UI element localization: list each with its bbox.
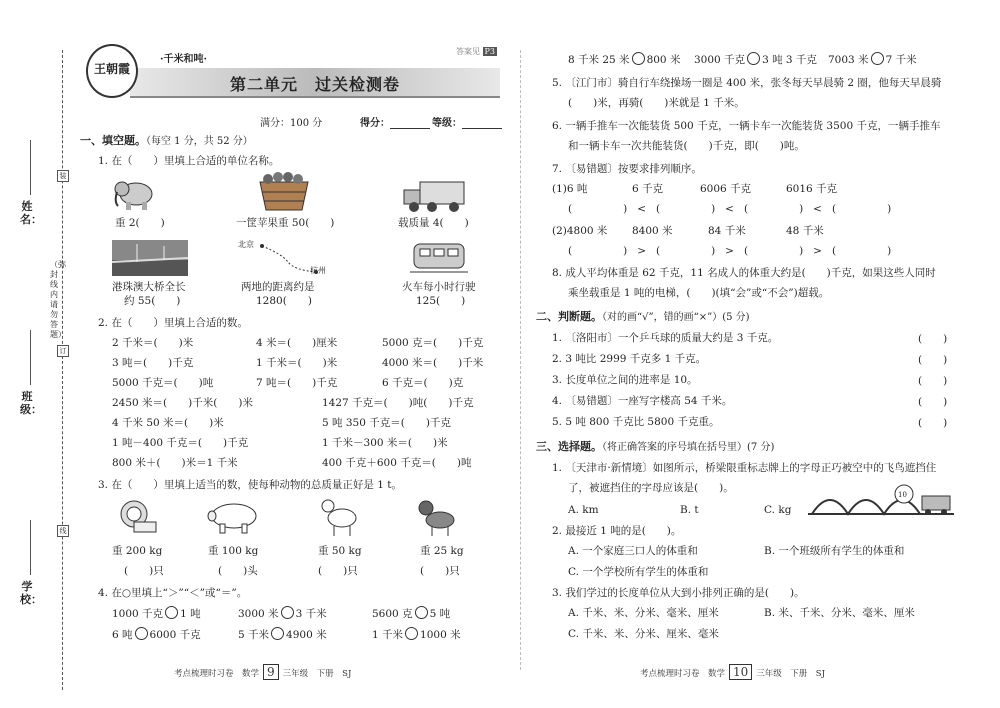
q4-compare: 7003 米 7 千米: [828, 54, 917, 66]
school-label: 学校：: [20, 580, 42, 606]
q2-cell: 5000 千克＝( )吨: [112, 377, 214, 389]
q7-row1-blanks[interactable]: ( )<( )<( )<( ): [568, 203, 902, 215]
tf-answer-3[interactable]: ( ): [918, 375, 948, 387]
tf-item-1: 1. 〔洛阳市〕一个乒乓球的质量大约是 3 千克。: [552, 332, 779, 344]
question-1: 1. 在（ ）里填上合适的单位名称。: [98, 155, 280, 167]
mc-q3-option-c[interactable]: C. 千米、米、分米、厘米、毫米: [568, 628, 719, 640]
binding-sidebar: [0, 0, 68, 708]
footer-left: 考点梳理时习卷 数学 9 三年级 下册 SJ: [174, 665, 352, 679]
class-label: 班级：: [20, 390, 42, 416]
question-6-line2: 和一辆卡车一次共能装货( )千克，即( )吨。: [568, 140, 805, 152]
apple-basket-icon: [256, 168, 312, 212]
page-title: 第二单元 过关检测卷: [229, 75, 400, 94]
lion-icon: [116, 498, 160, 538]
q7-row2-item: (2)4800 米: [552, 225, 608, 237]
tf-item-5: 5. 5 吨 800 千克比 5800 千克重。: [552, 416, 720, 428]
tf-item-3: 3. 长度单位之间的进率是 10。: [552, 374, 698, 386]
q2-cell: 4000 米＝( )千米: [382, 357, 484, 369]
full-score: 满分：100 分: [260, 118, 323, 129]
q1-item-6a: 火车每小时行驶: [402, 281, 476, 293]
compare-circle[interactable]: [747, 52, 760, 65]
goat-icon: [318, 496, 362, 538]
question-6-line1: 6. 一辆手推车一次能装货 500 千克，一辆卡车一次能装货 3500 千克，一辆手推车: [552, 120, 941, 132]
binding-mark-3: 线: [57, 525, 69, 537]
q1-item-3: 载质量 4( ): [398, 217, 469, 229]
tf-answer-4[interactable]: ( ): [918, 396, 948, 408]
mc-q3-option-a[interactable]: A. 千米、米、分米、毫米、厘米: [568, 607, 719, 619]
question-8-line1: 8. 成人平均体重是 62 千克，11 名成人的体重大约是( )千克，如果这些人同时: [552, 267, 936, 279]
q3-weight-dog: 重 25 kg: [420, 545, 464, 557]
q2-cell: 4 千米 50 米＝( )米: [112, 417, 224, 429]
q4-compare: 3000 千克 3 吨 3 千克: [694, 54, 817, 66]
q2-cell: 400 千克＋600 千克＝( )吨: [322, 457, 472, 469]
pig-icon: [206, 500, 262, 536]
compare-circle[interactable]: [415, 606, 428, 619]
tf-answer-2[interactable]: ( ): [918, 354, 948, 366]
answer-page-badge: P3: [484, 47, 496, 56]
q7-row2-item: 84 千米: [708, 225, 746, 237]
truck-icon: [402, 178, 466, 214]
answer-reference: 答案见 P3: [456, 47, 496, 56]
question-5-line2: ( )米，再骑( )米就是 1 千米。: [568, 97, 745, 109]
q3-weight-goat: 重 50 kg: [318, 545, 362, 557]
q7-row1-item: 6 千克: [632, 183, 664, 195]
q2-cell: 4 米＝( )厘米: [256, 337, 338, 349]
bridge-weight-sign-picture: [808, 482, 954, 522]
mc-q1-option-b[interactable]: B. t: [680, 504, 699, 516]
compare-circle[interactable]: [405, 627, 418, 640]
logo-text: 王朝霞: [93, 62, 130, 76]
q2-cell: 5000 克＝( )千克: [382, 337, 484, 349]
section-multiple-choice: 三、选择题。（将正确答案的序号填在括号里）(7 分): [536, 440, 775, 453]
unit-subtitle: ·千米和吨·: [160, 54, 207, 65]
question-4: 4. 在○里填上“＞”“＜”或“＝”。: [98, 587, 248, 599]
tf-item-2: 2. 3 吨比 2999 千克多 1 千克。: [552, 353, 707, 365]
q2-cell: 5 吨 350 千克＝( )千克: [322, 417, 451, 429]
q7-row1-item: 6006 千克: [700, 183, 752, 195]
map-label-hangzhou: 杭州: [310, 266, 326, 275]
mc-q2-option-b[interactable]: B. 一个班级所有学生的体重和: [764, 545, 905, 557]
q2-cell: 6 千克＝( )克: [382, 377, 464, 389]
compare-circle[interactable]: [271, 627, 284, 640]
mc-q1-option-a[interactable]: A. km: [568, 504, 599, 516]
q1-item-6b: 125( ): [416, 295, 466, 307]
q2-cell: 2 千米＝( )米: [112, 337, 194, 349]
question-5-line1: 5. 〔江门市〕骑自行车绕操场一圈是 400 米，张冬每天早晨骑 2 圈，他每天早晨骑: [552, 77, 942, 89]
page-number: 10: [729, 664, 752, 680]
q4-compare: 1000 千克 1 吨: [112, 608, 201, 620]
compare-circle[interactable]: [871, 52, 884, 65]
map-label-beijing: 北京: [238, 240, 254, 249]
q4-compare: 6 吨 6000 千克: [112, 629, 201, 641]
tf-answer-5[interactable]: ( ): [918, 417, 948, 429]
q1-item-5a: 两地的距离约是: [241, 281, 315, 293]
train-icon: [410, 238, 468, 276]
q1-item-5b: 1280( ): [256, 295, 312, 307]
compare-circle[interactable]: [281, 606, 294, 619]
school-field[interactable]: [30, 520, 31, 575]
mc-q1-line1: 1. 〔天津市·新情境〕如图所示，桥梁限重标志牌上的字母正巧被空中的飞鸟遮挡住: [552, 462, 937, 474]
q1-item-4b: 约 55( ): [124, 295, 181, 307]
question-2: 2. 在（ ）里填上合适的数。: [98, 317, 248, 329]
page-number: 9: [263, 664, 279, 680]
compare-circle[interactable]: [165, 606, 178, 619]
q2-cell: 7 吨＝( )千克: [256, 377, 338, 389]
compare-circle[interactable]: [135, 627, 148, 640]
q4-compare: 8 千米 25 米 800 米: [568, 54, 681, 66]
q2-cell: 1427 千克＝( )吨( )千克: [322, 397, 474, 409]
mc-q2-option-a[interactable]: A. 一个家庭三口人的体重和: [568, 545, 698, 557]
q3-unit-lion: ( )只: [124, 565, 164, 577]
name-field[interactable]: [30, 140, 31, 195]
grade-field[interactable]: 等级：: [432, 114, 502, 129]
class-field[interactable]: [30, 330, 31, 385]
q7-row2-blanks[interactable]: ( )>( )>( )>( ): [568, 245, 902, 257]
mc-q3-option-b[interactable]: B. 米、千米、分米、毫米、厘米: [764, 607, 915, 619]
q3-weight-lion: 重 200 kg: [112, 545, 163, 557]
q1-item-1: 重 2( ): [115, 217, 165, 229]
seal-note: （弥封线内请勿答题）: [50, 260, 66, 339]
q3-unit-dog: ( )只: [420, 565, 460, 577]
binding-mark-1: 装: [57, 170, 69, 182]
dog-icon: [416, 496, 460, 538]
tf-answer-1[interactable]: ( ): [918, 333, 948, 345]
q3-unit-pig: ( )头: [218, 565, 258, 577]
compare-circle[interactable]: [632, 52, 645, 65]
q1-item-2: 一筐苹果重 50( ): [236, 217, 335, 229]
question-7: 7. 〔易错题〕按要求排列顺序。: [552, 163, 702, 175]
q2-cell: 2450 米＝( )千米( )米: [112, 397, 253, 409]
mc-q1-option-c[interactable]: C. kg: [764, 504, 792, 516]
score-field[interactable]: 得分：: [360, 114, 430, 129]
q4-compare: 5600 克 5 吨: [372, 608, 451, 620]
q4-compare: 1 千米 1000 米: [372, 629, 461, 641]
q1-item-4a: 港珠澳大桥全长: [112, 281, 186, 293]
q2-cell: 3 吨＝( )千克: [112, 357, 194, 369]
elephant-icon: [112, 176, 158, 212]
mc-q2-option-c[interactable]: C. 一个学校所有学生的体重和: [568, 566, 709, 578]
q7-row2-item: 48 千米: [786, 225, 824, 237]
mc-q1-line2: 了，被遮挡住的字母应该是( )。: [568, 482, 734, 494]
q2-cell: 1 千米－300 米＝( )米: [322, 437, 448, 449]
mc-q2: 2. 最接近 1 吨的是( )。: [552, 525, 682, 537]
tf-item-4: 4. 〔易错题〕一座写字楼高 54 千米。: [552, 395, 733, 407]
q4-compare: 3000 米 3 千米: [238, 608, 327, 620]
question-8-line2: 乘坐载重是 1 吨的电梯，( )(填“会”或“不会”)超载。: [568, 287, 830, 299]
name-label: 姓名：: [20, 200, 42, 226]
bridge-photo: [112, 240, 188, 276]
q4-compare: 5 千米 4900 米: [238, 629, 327, 641]
section-fill-in: 一、填空题。（每空 1 分，共 52 分）: [80, 134, 253, 147]
q7-row1-item: 6016 千克: [786, 183, 838, 195]
q3-weight-pig: 重 100 kg: [208, 545, 259, 557]
q3-unit-goat: ( )只: [318, 565, 358, 577]
binding-line: [62, 50, 63, 690]
q2-cell: 800 米＋( )米＝1 千米: [112, 457, 238, 469]
q7-row2-item: 8400 米: [632, 225, 673, 237]
binding-mark-2: 订: [57, 345, 69, 357]
footer-right: 考点梳理时习卷 数学 10 三年级 下册 SJ: [640, 665, 826, 679]
column-divider: [520, 50, 521, 670]
section-true-false: 二、判断题。（对的画“√”，错的画“×”）(5 分): [536, 310, 750, 323]
bridge-sign-value: 10: [898, 491, 907, 499]
question-3: 3. 在（ ）里填上适当的数，使每种动物的总质量正好是 1 t。: [98, 479, 402, 491]
mc-q3: 3. 我们学过的长度单位从大到小排列正确的是( )。: [552, 587, 805, 599]
q2-cell: 1 千米＝( )米: [256, 357, 338, 369]
q7-row1-item: (1)6 吨: [552, 183, 588, 195]
q2-cell: 1 吨－400 千克＝( )千克: [112, 437, 249, 449]
